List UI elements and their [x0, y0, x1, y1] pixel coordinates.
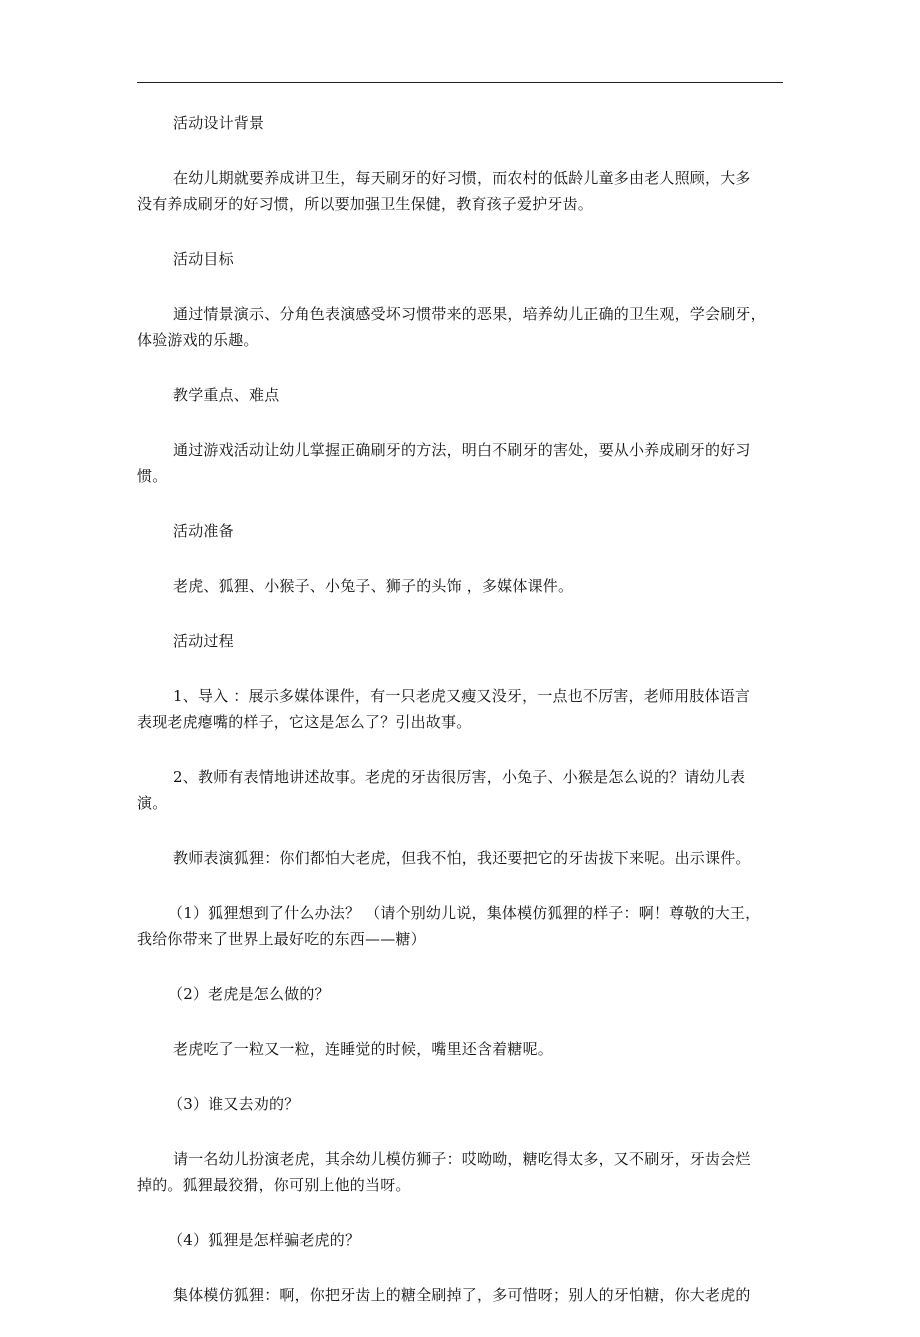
paragraph-preparation	[137, 573, 787, 599]
text-line: （4）狐狸是怎样骗老虎的？	[168, 1231, 361, 1249]
paragraph-teacher-fox	[137, 845, 787, 871]
text-line: 老虎吃了一粒又一粒，连睡觉的时候，嘴里还含着糖呢。	[173, 1040, 554, 1058]
text-line: 掉的。狐狸最狡猾，你可别上他的当呀。	[137, 1176, 411, 1194]
text-line: （1）狐狸想到了什么办法？ （请个别幼儿说，集体模仿狐狸的样子：啊！尊敬的大王，	[168, 904, 761, 922]
heading-preparation	[137, 518, 787, 544]
heading-activity-goal	[137, 246, 787, 272]
heading-activity-background	[137, 110, 787, 136]
text-line: 活动设计背景	[173, 114, 265, 132]
text-line: 我给你带来了世界上最好吃的东西——糖）	[137, 930, 426, 948]
text-line: （2）老虎是怎么做的？	[168, 985, 330, 1003]
paragraph-fox-trick	[137, 1282, 787, 1308]
text-line: 1、导入 ：展示多媒体课件，有一只老虎又瘦又没牙，一点也不厉害，老师用肢体语言	[173, 687, 751, 705]
paragraph-tiger-eats	[137, 1036, 787, 1062]
paragraph-goal	[137, 301, 787, 353]
document-body	[137, 110, 787, 1337]
heading-key-points	[137, 382, 787, 408]
text-line: 通过情景演示、分角色表演感受坏习惯带来的恶果，培养幼儿正确的卫生观，学会刷牙，	[173, 305, 766, 323]
paragraph-question-3	[137, 1091, 787, 1117]
text-line: 请一名幼儿扮演老虎，其余幼儿模仿狮子：哎呦呦，糖吃得太多，又不刷牙，牙齿会烂	[173, 1150, 751, 1168]
text-line: 演。	[137, 794, 168, 812]
paragraph-lion-advice	[137, 1146, 787, 1198]
text-line: 没有养成刷牙的好习惯，所以要加强卫生保健，教育孩子爱护牙齿。	[137, 195, 594, 213]
paragraph-question-1	[137, 900, 787, 952]
text-line: 体验游戏的乐趣。	[137, 331, 259, 349]
header-rule	[137, 82, 783, 83]
paragraph-question-4	[137, 1227, 787, 1253]
text-line: 教学重点、难点	[173, 386, 280, 404]
text-line: 活动目标	[173, 250, 234, 268]
paragraph-key-points	[137, 437, 787, 489]
text-line: （3）谁又去劝的？	[168, 1095, 300, 1113]
paragraph-step-1	[137, 683, 787, 735]
paragraph-question-2	[137, 981, 787, 1007]
text-line: 表现老虎瘪嘴的样子，它这是怎么了？引出故事。	[137, 713, 472, 731]
text-line: 老虎、狐狸、小猴子、小兔子、狮子的头饰 ，多媒体课件。	[173, 577, 574, 595]
heading-process	[137, 628, 787, 654]
text-line: 活动过程	[173, 632, 234, 650]
paragraph-step-2	[137, 764, 787, 816]
text-line: 集体模仿狐狸：啊，你把牙齿上的糖全刷掉了，多可惜呀；别人的牙怕糖，你大老虎的	[173, 1286, 751, 1304]
text-line: 在幼儿期就要养成讲卫生，每天刷牙的好习惯，而农村的低龄儿童多由老人照顾，大多	[173, 169, 751, 187]
paragraph-background	[137, 165, 787, 217]
text-line: 2、教师有表情地讲述故事。老虎的牙齿很厉害，小兔子、小猴是怎么说的？请幼儿表	[173, 768, 746, 786]
text-line: 教师表演狐狸：你们都怕大老虎，但我不怕，我还要把它的牙齿拔下来呢。出示课件。	[173, 849, 751, 867]
text-line: 活动准备	[173, 522, 234, 540]
text-line: 通过游戏活动让幼儿掌握正确刷牙的方法，明白不刷牙的害处，要从小养成刷牙的好习	[173, 441, 751, 459]
text-line: 惯。	[137, 467, 168, 485]
